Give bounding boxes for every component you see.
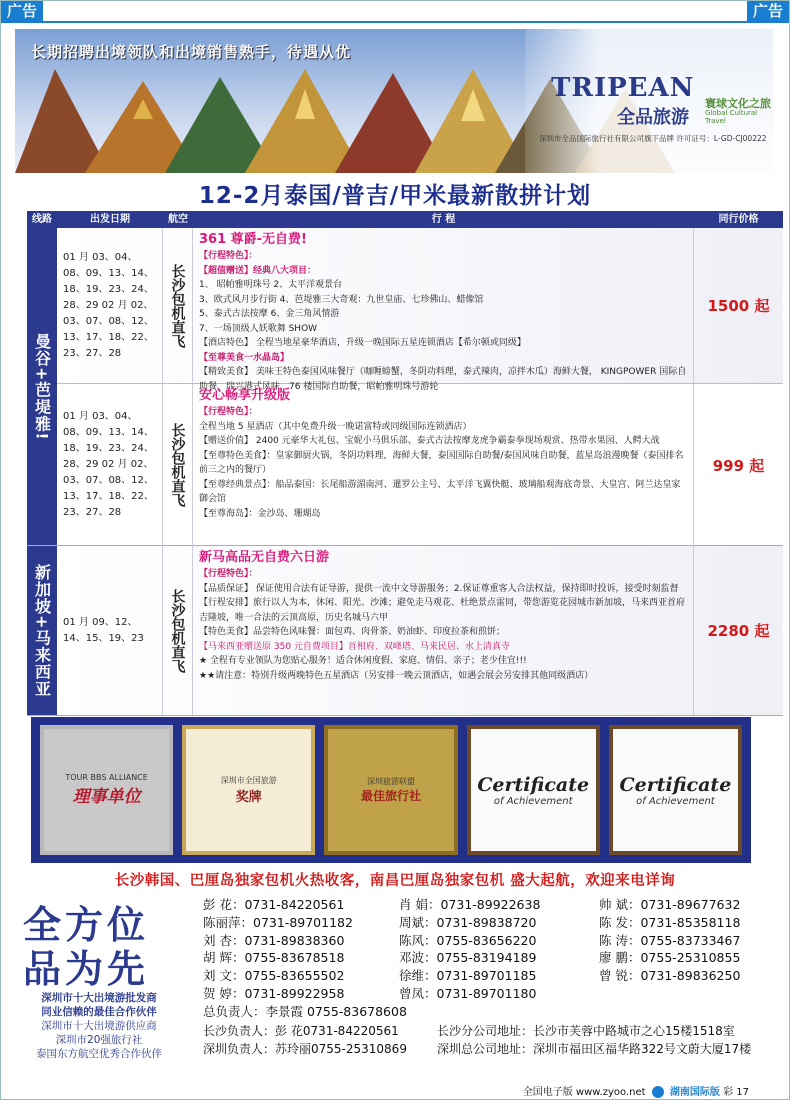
footer-section: 湖南国际版 <box>669 1087 720 1098</box>
ad-label-right: 广告 <box>747 1 789 21</box>
itinerary-line: 全程当地 5 星酒店（其中免费升级一晚诺富特或同级国际连锁酒店） <box>199 421 472 432</box>
footer-edition: 全国电子版 www.zyoo.net <box>522 1087 646 1098</box>
certificate-header: 深圳市全国旅游 <box>220 776 277 785</box>
departure-dates: 01 月 09、12、14、15、19、23 <box>57 546 163 715</box>
itinerary-line: 【超值赠送】经典八大项目： <box>199 265 317 276</box>
brand-logo: TRIPEAN <box>551 73 695 103</box>
banner <box>15 29 773 173</box>
price: 999 起 <box>712 456 765 475</box>
certificate-title: 理事单位 <box>72 787 141 807</box>
itinerary-line: ★★请注意：特别升级两晚特色五星酒店（另安排一晚云顶酒店，如遇会展会另安排其他同级酒店） <box>199 670 594 681</box>
contact: 徐维：0731-89701185 <box>399 968 537 984</box>
certificate-title: of Achievement <box>493 795 573 807</box>
airline: 长沙包机直飞 <box>163 228 193 383</box>
itinerary-line: 【品质保证】 保证使用合法有证导游，提供一流中文导游服务；2.保证尊重客人合法权益，保持即时投诉，接受时刻监督 <box>199 583 679 594</box>
certificate-title: 奖牌 <box>235 790 262 805</box>
slogan-tagline: 深圳市十大出境游批发商 <box>41 992 157 1004</box>
brand-name-cn: 全品旅游 <box>617 107 689 128</box>
contact-row <box>203 967 773 985</box>
certificate <box>467 725 600 855</box>
contact: 刘 文：0755-83655502 <box>203 968 345 984</box>
certificate-title: of Achievement <box>636 795 715 807</box>
itinerary-line: 5、泰式古法按摩 6、金三角风情游 <box>199 309 340 319</box>
header-route: 线路 <box>32 214 52 225</box>
certificate-title: 最佳旅行社 <box>361 789 422 803</box>
contact: 肖 娟：0731-89922638 <box>399 897 541 912</box>
culture-logo: 寰球文化之旅 <box>705 97 771 110</box>
table-row <box>57 228 783 392</box>
certificate-header: 深圳旅游联盟 <box>367 777 415 786</box>
contact-row <box>203 985 773 1003</box>
contact: 廖 鹏：0755-25310855 <box>599 950 741 966</box>
header-airline: 航空 <box>168 214 188 225</box>
itinerary-cell <box>193 228 694 392</box>
slogan-block <box>23 903 175 1061</box>
departure-dates: 01 月 03、04、08、09、13、14、18、19、23、24、28、29 02 月 02、03、07、08、12、13、17、18、22、23、27、28 <box>57 228 163 383</box>
contact-row <box>203 896 773 914</box>
itinerary-line: 【赠送价值】 2400 元豪华大礼包、宝妮小马俱乐部、泰式古法按摩龙虎争霸泰拳现场观赏、热带水果园、人鳄大战 <box>199 436 660 446</box>
contact: 曾凤：0731-89701180 <box>399 985 537 1001</box>
culture-logo-en: Global Cultural Travel <box>705 109 758 125</box>
product-title: 安心畅享升级版 <box>199 388 291 403</box>
route-group-thailand <box>27 228 783 546</box>
slogan-line: 全方位 <box>23 903 150 947</box>
product-title: 361 尊爵-无自费! <box>199 232 307 247</box>
certificate <box>40 725 173 855</box>
award-line: 深圳市十大出境游供应商 <box>41 1020 157 1032</box>
shenzhen-address: 深圳总公司地址：深圳市福田区福华路322号文蔚大厦17楼 <box>437 1042 752 1056</box>
header-itinerary: 行 程 <box>431 214 456 225</box>
contact: 邓波：0755-83194189 <box>399 950 537 966</box>
globe-icon <box>652 1086 664 1098</box>
award-line: 深圳市20强旅行社 <box>55 1034 143 1046</box>
contact: 帅 斌：0731-89677632 <box>599 897 741 912</box>
price: 1500 起 <box>707 297 770 315</box>
route-group-singapore-malaysia <box>27 546 783 716</box>
table-row <box>57 384 783 546</box>
itinerary-line: 【至尊美食一水晶岛】 <box>199 352 290 363</box>
general-manager: 总负责人：李景霞 0755-83678608 <box>203 1003 407 1019</box>
contact: 胡 辉：0755-83678518 <box>203 950 345 966</box>
top-rule <box>1 21 789 23</box>
itinerary-line: 【酒店特色】 全程当地星豪华酒店，升级一晚国际五星连锁酒店【希尔顿或同级】 <box>199 338 526 348</box>
contact <box>599 985 773 1003</box>
certificate <box>609 725 742 855</box>
itinerary-line: 【精致美食】 美味王特色泰国风味餐厅（咖喱螃蟹，冬阴功料理，泰式辣肉，凉拌木瓜）海鲜大餐， KINGPOWER 国际自助餐，瑞兴港式风味，76 楼国际自助餐，昭帕雅明珠号游轮 <box>199 367 687 392</box>
contact: 周斌：0731-89838720 <box>399 914 537 930</box>
page-title: 12-2月泰国/普吉/甲米最新散拼计划 <box>198 183 592 209</box>
itinerary-line: 【行程特色】： <box>199 251 258 261</box>
footer <box>1 1083 789 1098</box>
route-label: 新加坡+马来西亚 <box>27 546 57 715</box>
promo-banner: 长沙韩国、巴厘岛独家包机火热收客，南昌巴厘岛独家包机 盛大起航，欢迎来电详询 <box>114 873 676 889</box>
itinerary-line: 3、欧式风月步行街 4、芭堤雅三大奇观：九世皇庙、七珍佛山、蜡像馆 <box>199 294 484 305</box>
itinerary-line: 【马来西亚赠送原 350 元自费项目】首相府、双峰塔、马来民居、水上清真寺 <box>199 641 510 652</box>
contact: 贺 婷：0731-89922958 <box>203 985 345 1001</box>
itinerary-line: 【至尊特色美食】：皇家御厨火锅，冬阴功料理，海鲜大餐，泰国国际自助餐/泰国风味自助餐，蓝星岛浪漫晚餐（泰国排名前三之内的餐厅） <box>199 450 684 475</box>
certificate-header: Certificate <box>477 773 590 796</box>
itinerary-line: 【行程特色】： <box>199 407 258 417</box>
route-label: 曼谷+芭堤雅! <box>27 228 57 545</box>
contact: 刘 杏：0731-89838360 <box>203 932 345 948</box>
contact: 陈风：0755-83656220 <box>399 932 537 948</box>
product-title: 新马高品无自费六日游 <box>199 550 330 565</box>
table-header <box>27 211 783 228</box>
itinerary-line: 【行程安排】旅行以人为本，休闲、阳光、沙滩；避免走马观花、杜绝景点雷同，带您游览花园城市新加坡，马来西亚首府吉隆坡，唯一合法的云顶高原，历史名城马六甲 <box>199 598 686 623</box>
header-price: 同行价格 <box>718 214 759 225</box>
contact: 陈丽萍：0731-89701182 <box>203 914 353 930</box>
contact-list <box>203 896 773 1021</box>
itinerary-line: ★ 全程有专业领队为您贴心服务！适合休闲度假、家庭、情侣、亲子；老少佳宜!!! <box>199 656 527 666</box>
itinerary-cell <box>193 384 694 546</box>
brand-block <box>525 29 773 173</box>
airline: 长沙包机直飞 <box>163 384 193 546</box>
ad-label-left: 广告 <box>1 1 43 21</box>
contact: 陈 发：0731-85358118 <box>599 914 741 930</box>
itinerary-line: 【至尊经典景点】：船品泰国：长尾船游湄南河、暹罗公主号、太平洋飞翼快艇、玻璃船观海底奇景、大皇宫、阿兰达皇家御会馆 <box>199 479 681 504</box>
contact-row <box>203 932 773 950</box>
itinerary-table <box>27 211 783 716</box>
slogan-tagline: 同业信赖的最佳合作伙伴 <box>41 1006 157 1018</box>
license-text: 深圳市全品国际旅行社有限公司旗下品牌 许可证号：L-GD-CJ00222 <box>539 134 767 143</box>
slogan-line: 品为先 <box>23 947 150 991</box>
contact: 陈 涛：0755-83733467 <box>599 932 741 948</box>
changsha-address: 长沙分公司地址：长沙市芙蓉中路城市之心15楼1518室 <box>437 1024 735 1038</box>
itinerary-line: 【至尊海岛】：金沙岛、珊瑚岛 <box>199 508 321 519</box>
contact: 彭 花：0731-84220561 <box>203 897 345 912</box>
departure-dates: 01 月 03、04、08、09、13、14、18、19、23、24、28、29 02 月 02、03、07、08、12、13、17、18、22、23、27、28 <box>57 384 163 546</box>
shenzhen-manager: 深圳负责人：苏玲丽0755-25310869 <box>203 1042 407 1056</box>
table-row <box>57 546 783 715</box>
certificate <box>182 725 315 855</box>
certificate-header: Certificate <box>619 773 732 796</box>
itinerary-line: 7、一场顶级人妖歌舞 SHOW <box>199 323 318 334</box>
award-line: 泰国东方航空优秀合作伙伴 <box>36 1048 162 1060</box>
header-dates: 出发日期 <box>90 214 130 225</box>
contact-row <box>203 914 773 932</box>
contact-row <box>203 949 773 967</box>
recruit-banner: 长期招聘出境领队和出境销售熟手，待遇从优 <box>31 43 352 61</box>
certificates-strip <box>31 717 751 863</box>
itinerary-line: 【特色美食】品尝特色风味餐：面包鸡、肉骨茶、奶油虾、印度拉茶和煎饼； <box>199 627 506 637</box>
footer-page: 彩 17 <box>723 1087 749 1098</box>
certificate-header: TOUR BBS ALLIANCE <box>65 773 148 782</box>
airline: 长沙包机直飞 <box>163 546 193 715</box>
contact: 曾 锐：0731-89836250 <box>599 968 741 984</box>
itinerary-line: 1、 昭帕雅明珠号 2、太平洋观景台 <box>199 280 343 290</box>
changsha-manager: 长沙负责人：彭 花0731-84220561 <box>203 1024 399 1038</box>
itinerary-line: 【行程特色】： <box>199 569 258 579</box>
certificate <box>324 725 457 855</box>
itinerary-cell <box>193 546 694 715</box>
price: 2280 起 <box>707 622 770 640</box>
